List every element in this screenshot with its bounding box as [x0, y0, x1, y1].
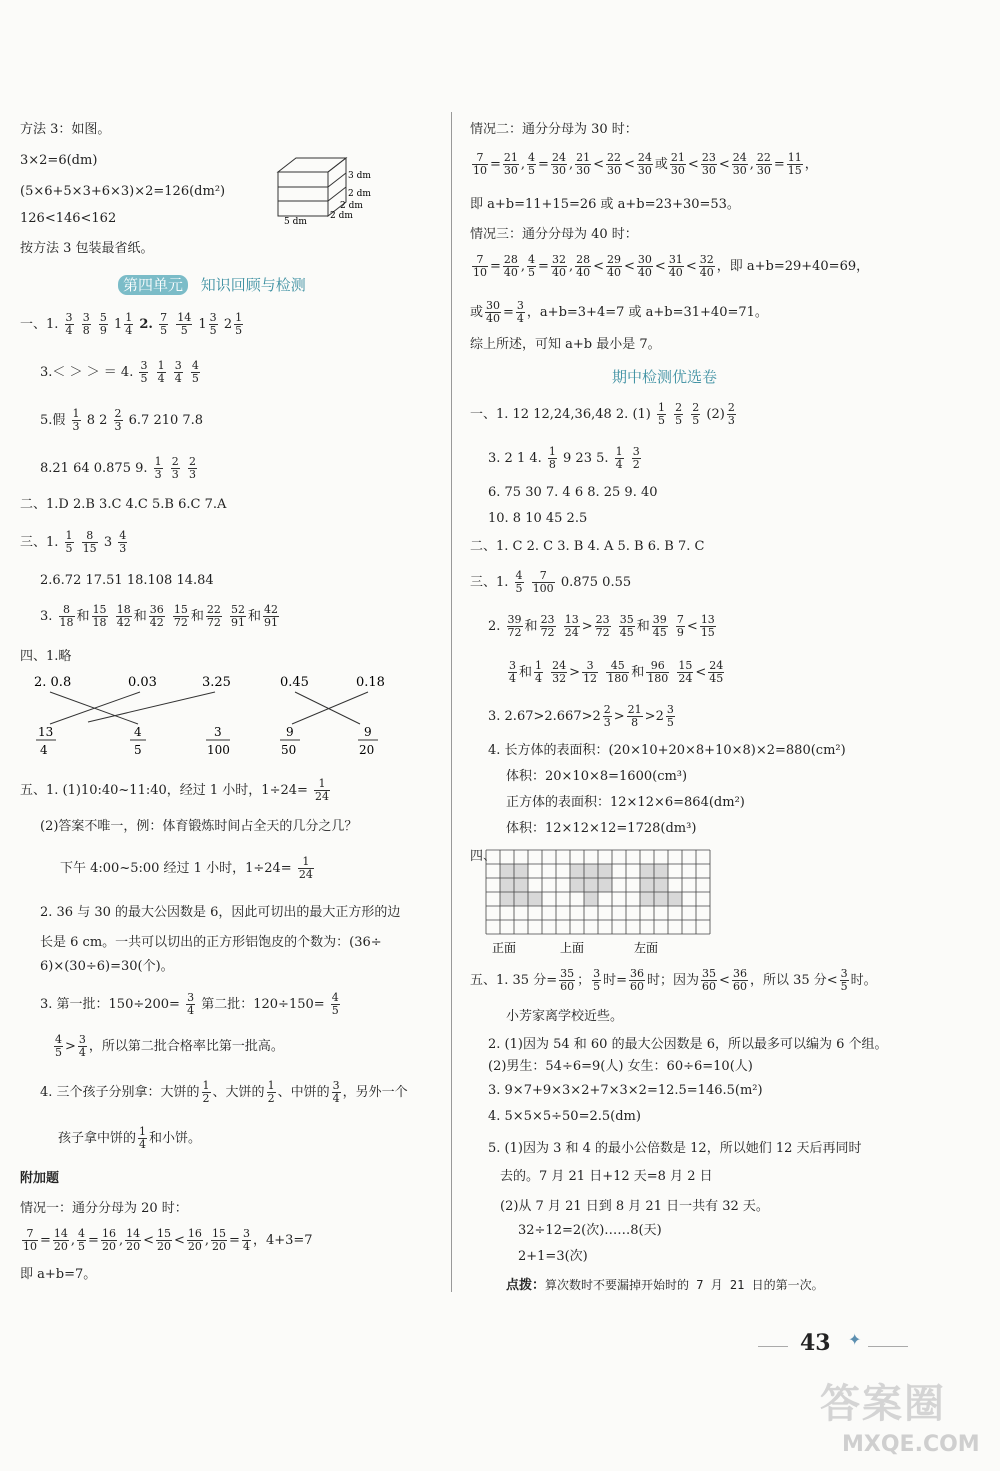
grid-cell-filled	[584, 892, 598, 906]
view-grid	[484, 848, 724, 956]
match-bot-1	[130, 725, 146, 757]
page-rule-left	[758, 1346, 788, 1347]
m3-3-line: 3. 2.67>2.667>2 $\frac{2}{3}$ > $\frac{21}{8}$ >2 $\frac{3}{5}$	[488, 703, 674, 729]
s5-line2a: 2. 36 与 30 的最大公因数是 6，因此可切出的最大正方形的边	[40, 905, 401, 920]
grid-cell-filled	[500, 878, 514, 892]
match-bot-4-d: 20	[359, 743, 375, 757]
grid-cell-filled	[500, 892, 514, 906]
matching-diagram	[30, 672, 410, 767]
frac: $\frac{14}{5}$	[177, 311, 192, 337]
grid-cell-filled	[654, 878, 668, 892]
box-label-l: 5 dm	[284, 217, 307, 225]
grid-cell-filled	[654, 864, 668, 878]
match-bot-0-d: 4	[40, 743, 48, 757]
s5-line3c: $\frac{4}{5}$ > $\frac{3}{4}$ ，所以第二批合格率比第一批高。	[55, 1033, 284, 1059]
match-bot-2-n: 3	[214, 725, 222, 739]
m1-line: 一、1. 12 12,24,36,48 2. (1) $\frac{1}{5}$ $\frac{2}{5}$ $\frac{2}{5}$ (2) $\frac{2}{3}$	[470, 401, 735, 427]
match-bot-3-d: 50	[281, 743, 297, 757]
case2: 情况二：通分分母为 30 时：	[470, 122, 638, 137]
frac: $\frac{5}{9}$	[99, 311, 107, 337]
grid-cell-filled	[668, 892, 682, 906]
m5-5d: 32÷12=2(次)……8(天)	[518, 1223, 662, 1238]
match-bot-4-n: 9	[364, 725, 372, 739]
match-bot-4	[358, 725, 378, 757]
case3-line2: 或 $\frac{30}{40}$ = $\frac{3}{4}$ ，a+b=3+4=7 或 a+b=31+40=71。	[470, 299, 768, 325]
grid-label: 左面	[634, 941, 659, 955]
conclusion: 按方法 3 包装最省纸。	[20, 241, 154, 256]
m5-5c: (2)从 7 月 21 日到 8 月 21 日一共有 32 天。	[500, 1199, 769, 1214]
m6-line: 6. 75 30 7. 4 6 8. 25 9. 40	[488, 485, 658, 500]
grid-cell-filled	[598, 864, 612, 878]
s1-line8: 8.21 64 0.875 9. $\frac{1}{3}$ $\frac{2}{3}$ $\frac{2}{3}$	[40, 455, 196, 481]
case2-result: 即 a+b=11+15=26 或 a+b=23+30=53。	[470, 197, 740, 212]
match-bot-3	[280, 725, 300, 757]
calc2: (5×6+5×3+6×3)×2=126(dm²)	[20, 184, 226, 199]
match-top-1: 0.03	[128, 675, 157, 690]
match-bot-1-d: 5	[134, 743, 142, 757]
case3: 情况三：通分分母为 40 时：	[470, 227, 638, 242]
m5-3: 3. 9×7+9×3×2+7×3×2=12.5=146.5(m²)	[488, 1083, 763, 1098]
m10-line: 10. 8 10 45 2.5	[488, 511, 588, 526]
m5-5b: 去的。7 月 21 日+12 天=8 月 2 日	[500, 1169, 713, 1184]
grid-cell-filled	[584, 864, 598, 878]
unit4-title-text: 知识回顾与检测	[200, 276, 306, 294]
match-bot-0	[36, 725, 56, 757]
summary: 综上所述，可知 a+b 最小是 7。	[470, 337, 661, 352]
m3-1-line: 三、1. $\frac{4}{5}$ $\frac{7}{100}$ 0.875 0.55	[470, 569, 632, 595]
midterm-title: 期中检测优选卷	[612, 368, 718, 386]
method3: 方法 3：如图。	[20, 122, 111, 137]
s3-line2: 2.6.72 17.51 18.108 14.84	[40, 573, 214, 588]
m5-2b: (2)男生：54÷6=9(人) 女生：60÷6=10(人)	[488, 1059, 753, 1074]
case3-line: $\frac{7}{10}$ = $\frac{28}{40}$ , $\frac{4}{5}$ = $\frac{32}{40}$ , $\frac{28}{40}$ < $\frac{29}{40}$ < $\frac{30}{40}$ < $\frac{31}{40}$ < $\frac{32}{40}$ ，即 a+b=29+40=69，	[473, 253, 870, 279]
grid-cell-filled	[500, 864, 514, 878]
m5-2: 2. (1)因为 54 和 60 的最大公因数是 6，所以最多可以编为 6 个组。	[488, 1037, 888, 1052]
s4-line1: 四、1.略	[20, 649, 72, 664]
s1-line3: 3.＜ ＞ ＞ ＝ 4. $\frac{3}{5}$ $\frac{1}{4}$ $\frac{3}{4}$ $\frac{4}{5}$	[40, 359, 199, 385]
frac: $\frac{1}{4}$	[125, 311, 133, 337]
box-label-h: 3 dm	[348, 171, 371, 181]
match-bot-3-n: 9	[286, 725, 294, 739]
watermark-text: MXQE.COM	[842, 1432, 980, 1457]
match-bot-2	[206, 725, 230, 757]
grid-cell-filled	[514, 864, 528, 878]
grid-cell-filled	[570, 864, 584, 878]
s5-line2c: 6)×(30÷6)=30(个)。	[40, 959, 174, 974]
grid-cell-filled	[514, 878, 528, 892]
s5-line4b: 孩子拿中饼的 $\frac{1}{4}$ 和小饼。	[58, 1125, 202, 1151]
m3-4a: 4. 长方体的表面积：(20×10+20×8+10×8)×2=880(cm²)	[488, 743, 846, 758]
frac: $\frac{3}{8}$	[82, 311, 90, 337]
match-top-3: 0.45	[280, 675, 309, 690]
case1-result: 即 a+b=7。	[20, 1267, 97, 1282]
case1: 情况一：通分分母为 20 时：	[20, 1201, 188, 1216]
m3-4d: 体积：12×12×12=1728(dm³)	[506, 821, 697, 836]
grid-label: 上面	[560, 941, 585, 955]
m2-line: 二、1. C 2. C 3. B 4. A 5. B 6. B 7. C	[470, 539, 705, 554]
s5-line4: 4. 三个孩子分别拿：大饼的 $\frac{1}{2}$ 、大饼的 $\frac{1}{2}$ 、中饼的 $\frac{3}{4}$ ，另外一个	[40, 1079, 408, 1105]
watermark-logo: 答案圈	[820, 1381, 946, 1427]
page-number: 43	[800, 1330, 831, 1356]
frac: $\frac{7}{5}$	[160, 311, 168, 337]
m5-4: 4. 5×5×5÷50=2.5(dm)	[488, 1109, 641, 1124]
grid-cell-filled	[570, 878, 584, 892]
match-top-2: 3.25	[202, 675, 231, 690]
s5-line1c: 下午 4:00~5:00 经过 1 小时，1÷24= $\frac{1}{24}$	[60, 855, 313, 881]
grid-cell-filled	[640, 864, 654, 878]
s3-line1: 三、1. $\frac{1}{5}$ $\frac{8}{15}$ 3 $\frac{4}{3}$	[20, 529, 127, 555]
match-top-0: 2. 0.8	[34, 675, 72, 690]
s1-line5: 5.假 $\frac{1}{3}$ 8 2 $\frac{2}{3}$ 6.7 210 7.8	[40, 407, 204, 433]
match-bot-2-d: 100	[207, 743, 230, 757]
grid-label: 正面	[492, 941, 517, 955]
s5-line3: 3. 第一批：150÷200= $\frac{3}{4}$ 第二批：120÷150= $\frac{4}{5}$	[40, 991, 339, 1017]
case1-line: $\frac{7}{10}$ = $\frac{14}{20}$ , $\frac{4}{5}$ = $\frac{16}{20}$ , $\frac{14}{20}$ < $\frac{15}{20}$ < $\frac{16}{20}$ , $\frac{15}{20}$ = $\frac{3}{4}$ ，4+3=7	[23, 1227, 313, 1253]
grid-cell-filled	[654, 892, 668, 906]
case2-line: $\frac{7}{10}$ = $\frac{21}{30}$ , $\frac{4}{5}$ = $\frac{24}{30}$ , $\frac{21}{30}$ < $\frac{22}{30}$ < $\frac{24}{30}$ 或 $\frac{21}{30}$ < $\frac{23}{30}$ < $\frac{24}{30}$ , $\frac{22}{30}$ = $\frac{11}{15}$ ，	[473, 151, 818, 177]
calc3: 126<146<162	[20, 211, 117, 226]
m5-5e: 2+1=3(次)	[518, 1249, 588, 1264]
m4-label: 四、	[470, 849, 497, 864]
match-top-4: 0.18	[356, 675, 385, 690]
unit4-title	[118, 274, 306, 295]
box-label-w2: 2 dm	[340, 201, 363, 211]
star-icon: ✦	[848, 1330, 862, 1349]
s5-line2b: 长是 6 cm。一共可以切出的正方形铝饱皮的个数为：(36÷	[40, 935, 382, 950]
grid-cell-filled	[598, 878, 612, 892]
frac: $\frac{3}{5}$	[209, 311, 217, 337]
s5-line1b: (2)答案不唯一，例：体育锻炼时间占全天的几分之几？	[40, 819, 358, 834]
m5-5: 5. (1)因为 3 和 4 的最小公倍数是 12，所以她们 12 天后再同时	[488, 1141, 862, 1156]
m5-1b: 小芳家离学校近些。	[506, 1009, 624, 1024]
calc1: 3×2=6(dm)	[20, 153, 98, 168]
grid-cell-filled	[528, 892, 542, 906]
m3-line: 3. 2 1 4. $\frac{1}{8}$ 9 23 5. $\frac{1}{4}$ $\frac{3}{2}$	[488, 445, 640, 471]
page-rule-right	[868, 1346, 908, 1347]
grid-cell-filled	[640, 878, 654, 892]
grid-cell-filled	[640, 892, 654, 906]
m3-2b-line: $\frac{3}{4}$ 和 $\frac{1}{4}$ $\frac{24}{32}$ > $\frac{3}{12}$ $\frac{45}{180}$ 和 $\frac{96}{180}$ $\frac{15}{24}$ < $\frac{24}{45}$	[509, 659, 724, 685]
s3-line3: 3. $\frac{8}{18}$ 和 $\frac{15}{18}$ $\frac{18}{42}$ 和 $\frac{36}{42}$ $\frac{15}{72}$ 和 $\frac{22}{72}$ $\frac{52}{91}$ 和 $\frac{42}{91}$	[40, 603, 279, 629]
unit4-title-badge: 第四单元	[118, 275, 188, 295]
match-bot-0-n: 13	[38, 725, 54, 739]
box-label-w1: 2 dm	[348, 189, 371, 199]
s2: 二、1.D 2.B 3.C 4.C 5.B 6.C 7.A	[20, 497, 227, 512]
frac: $\frac{3}{4}$	[65, 311, 73, 337]
m3-4c: 正方体的表面积：12×12×6=864(dm²)	[506, 795, 745, 810]
grid-cell-filled	[584, 878, 598, 892]
m3-4b: 体积：20×10×8=1600(cm³)	[506, 769, 688, 784]
column-divider	[451, 112, 452, 1292]
s1-line1: 一、1. $\frac{3}{4}$ $\frac{3}{8}$ $\frac{5}{9}$ 1 $\frac{1}{4}$ 2. $\frac{7}{5}$ $\frac{14}{5}$ 1 $\frac{3}{5}$ 2 $\frac{1}{5}$	[20, 311, 243, 337]
s5-line1: 五、1. (1)10:40~11:40，经过 1 小时，1÷24= $\frac{1}{24}$	[20, 777, 330, 803]
frac: $\frac{1}{5}$	[235, 311, 243, 337]
box-diagram	[268, 150, 378, 225]
m5-1-line: 五、1. 35 分= $\frac{35}{60}$ ； $\frac{3}{5}$ 时= $\frac{36}{60}$ 时；因为 $\frac{35}{60}$ < $\frac{36}{60}$ ，所以 35 分< $\frac{3}{5}$ 时。	[470, 967, 877, 993]
tip: 点拨：算次数时不要漏掉开始时的 7 月 21 日的第一次。	[506, 1278, 824, 1293]
box-label-w3: 2 dm	[330, 211, 353, 221]
extra-title: 附加题	[20, 1171, 60, 1186]
match-bot-1-n: 4	[134, 725, 142, 739]
grid-cell-filled	[514, 892, 528, 906]
m3-2-line: 2. $\frac{39}{72}$ 和 $\frac{23}{72}$ $\frac{13}{24}$ > $\frac{23}{72}$ $\frac{35}{45}$ 和 $\frac{39}{45}$ $\frac{7}{9}$ < $\frac{13}{15}$	[488, 613, 715, 639]
